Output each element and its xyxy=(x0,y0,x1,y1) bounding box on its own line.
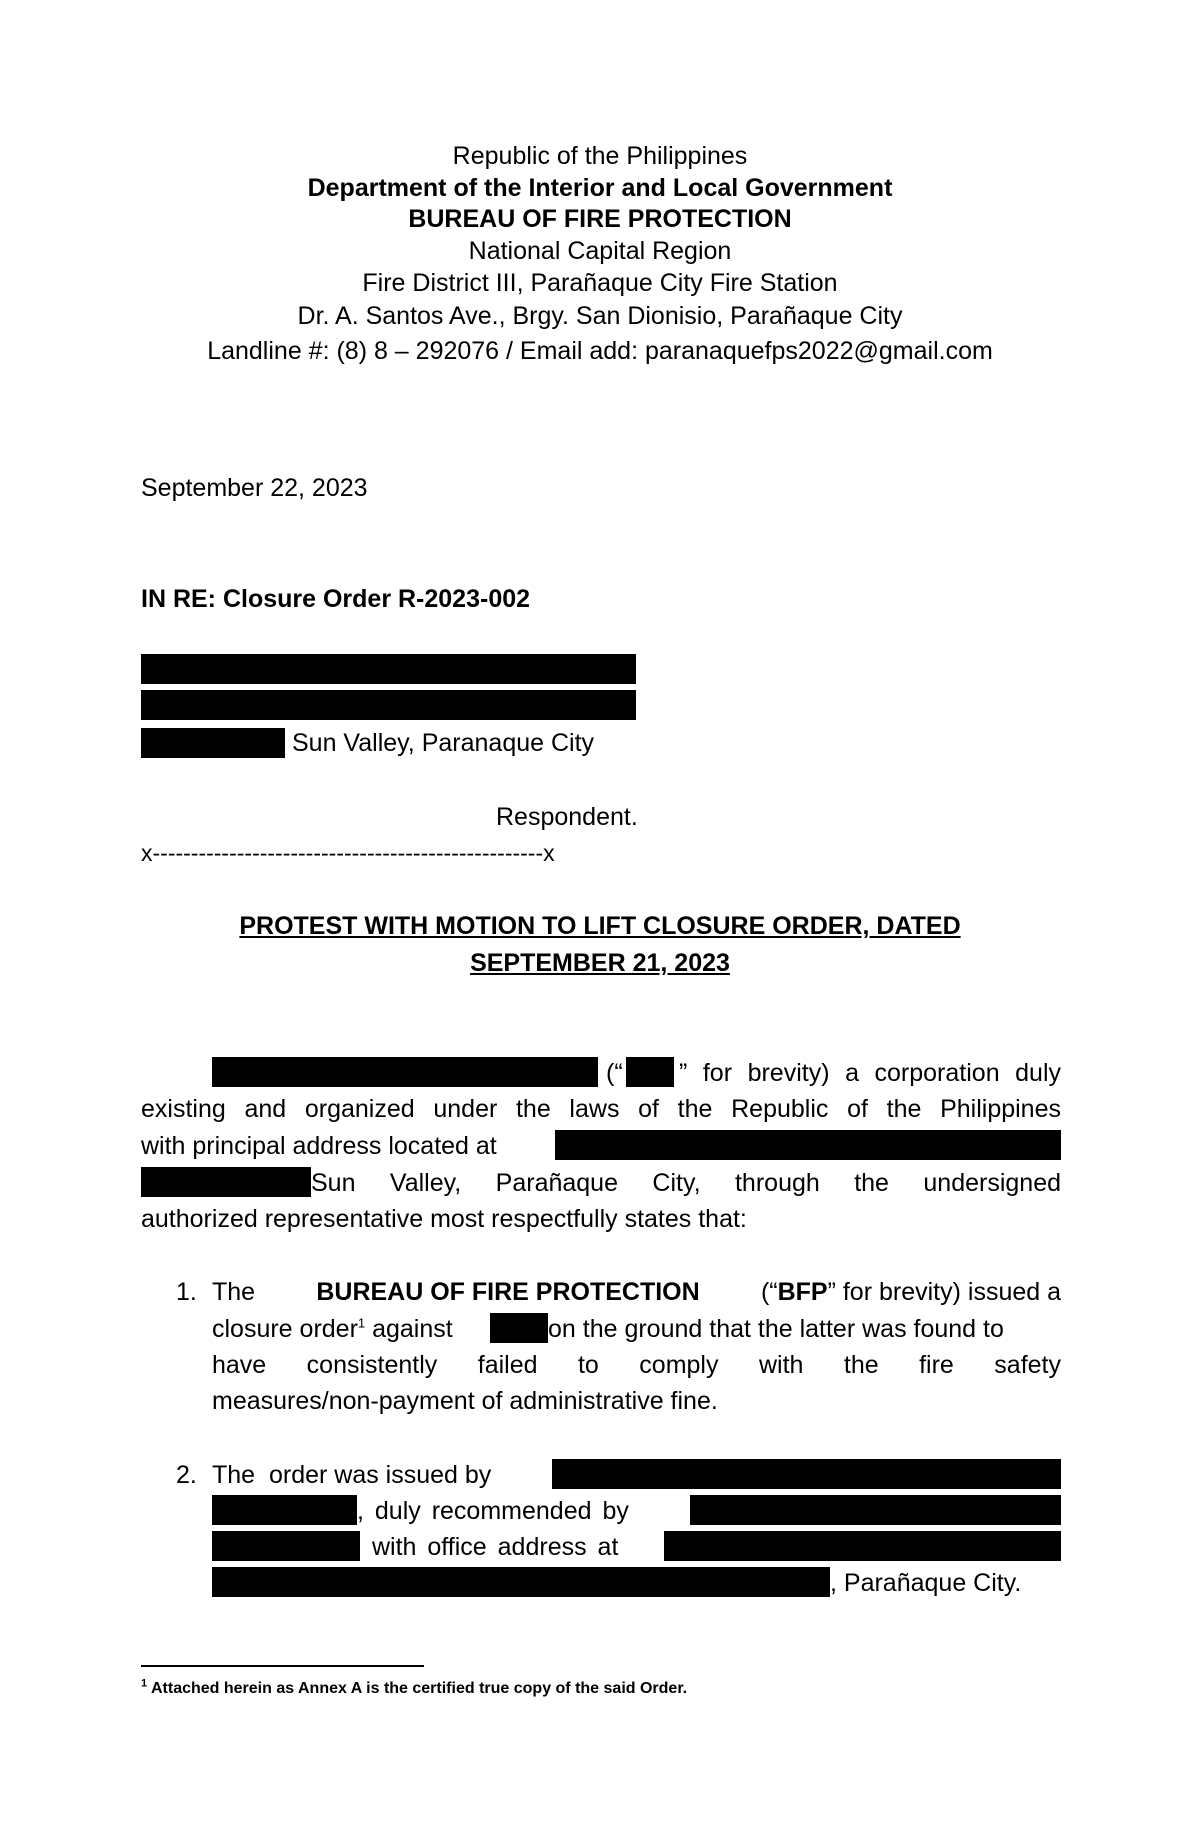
redacted-issuing-officer xyxy=(552,1459,1061,1489)
footnote-separator xyxy=(141,1665,424,1667)
respondent-label: Respondent. xyxy=(496,803,638,831)
in-re-line: IN RE: Closure Order R-2023-002 xyxy=(141,585,531,613)
redacted-street xyxy=(141,728,285,758)
title-line-2: SEPTEMBER 21, 2023 xyxy=(470,949,730,977)
redacted-office-address-line-2 xyxy=(212,1567,830,1597)
intro-line-5: authorized representative most respectfully states that: xyxy=(141,1205,747,1233)
redacted-office-address xyxy=(664,1531,1061,1561)
header-region: National Capital Region xyxy=(468,237,732,265)
footnote-reference: 1 xyxy=(357,1315,366,1331)
item-1-line-4: measures/non-payment of administrative fine. xyxy=(212,1387,718,1415)
footnote-text: Attached herein as Annex A is the certified true copy of the said Order. xyxy=(150,1680,688,1697)
redacted-principal-address xyxy=(555,1130,1061,1160)
header-department: Department of the Interior and Local Government xyxy=(307,174,893,202)
separator-line: x---------------------------------------------------x xyxy=(141,840,555,866)
intro-line-1-tail: ” for brevity) a corporation duly xyxy=(679,1059,1061,1087)
redacted-respondent-name xyxy=(141,654,636,684)
intro-line-4: Sun Valley, Parañaque City, through the undersigned xyxy=(311,1169,1061,1197)
item-1-line-2-end: on the ground that the latter was found to xyxy=(548,1315,1004,1343)
item-1-number: 1. xyxy=(176,1278,197,1306)
header-republic: Republic of the Philippines xyxy=(452,142,748,170)
intro-line-2: existing and organized under the laws of the Republic of the Philippines xyxy=(141,1095,1061,1123)
header-address: Dr. A. Santos Ave., Brgy. San Dionisio, Parañaque City xyxy=(297,302,903,330)
footnote xyxy=(141,1677,688,1698)
item-2-line-2: , duly recommended by xyxy=(357,1497,629,1525)
redacted-recommending-officer xyxy=(690,1495,1061,1525)
redacted-recommending-officer-title xyxy=(212,1531,360,1561)
redacted-company-short-name xyxy=(626,1057,674,1087)
header-bureau: BUREAU OF FIRE PROTECTION xyxy=(408,205,792,233)
item-2-line-4: , Parañaque City. xyxy=(830,1569,1022,1597)
item-1-line-3: have consistently failed to comply with the fire safety xyxy=(212,1351,1061,1379)
redacted-company-ref xyxy=(490,1313,548,1343)
item-2-line-3: with office address at xyxy=(372,1533,619,1561)
item-2-number: 2. xyxy=(176,1461,197,1489)
header-contact: Landline #: (8) 8 – 292076 / Email add: paranaquefps2022@gmail.com xyxy=(207,337,993,365)
respondent-address-suffix: Sun Valley, Paranaque City xyxy=(292,729,595,757)
redacted-issuing-officer-title xyxy=(212,1495,357,1525)
title-line-1: PROTEST WITH MOTION TO LIFT CLOSURE ORDER, DATED xyxy=(239,912,961,940)
redacted-principal-street xyxy=(141,1167,311,1197)
letter-date: September 22, 2023 xyxy=(141,474,368,502)
footnote-number: 1 xyxy=(141,1677,148,1690)
header-district: Fire District III, Parañaque City Fire Station xyxy=(362,269,838,297)
redacted-company-name xyxy=(212,1057,598,1087)
item-1-line-1: The BUREAU OF FIRE PROTECTION (“BFP” for brevity) issued a xyxy=(212,1278,1062,1306)
item-2-line-1: The order was issued by xyxy=(212,1461,492,1489)
intro-open-quote: (“ xyxy=(606,1059,623,1087)
intro-line-3: with principal address located at xyxy=(141,1132,497,1160)
item-1-line-2-start: closure order$^1$ against xyxy=(212,1315,453,1343)
redacted-respondent-address xyxy=(141,690,636,720)
